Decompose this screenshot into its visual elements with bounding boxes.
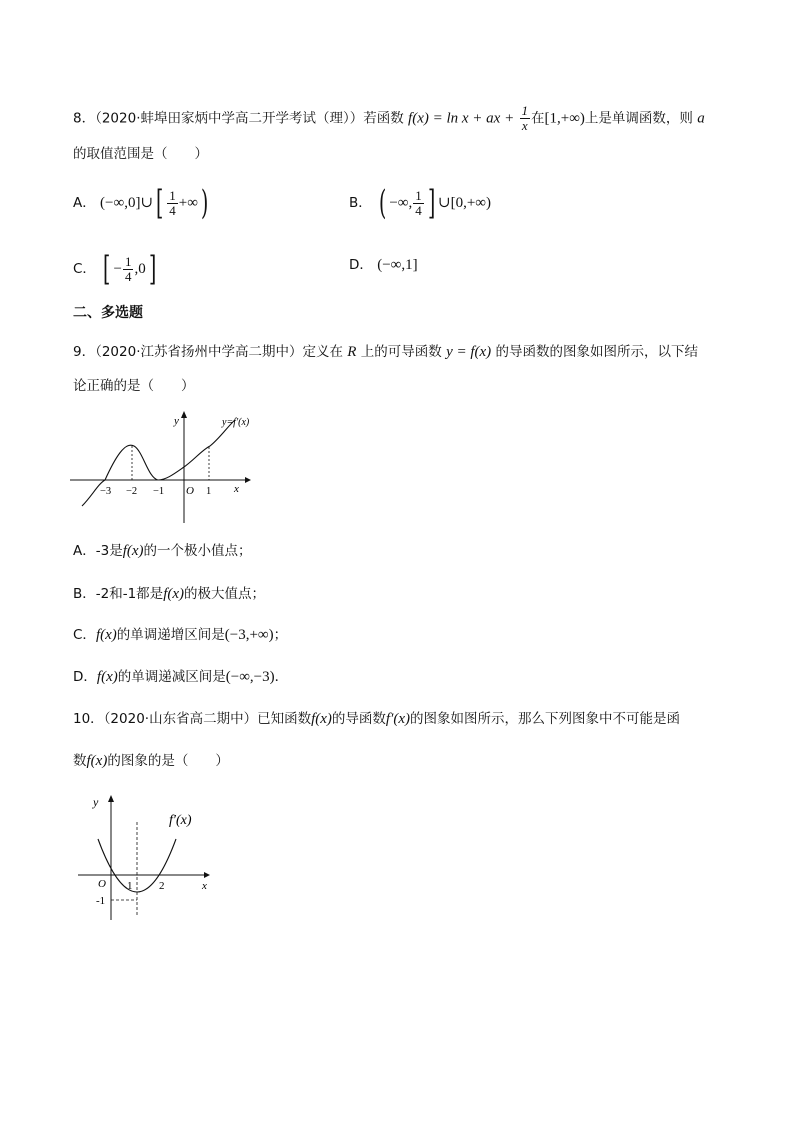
q8-line1: [73, 104, 705, 133]
q10-y-arrow: [108, 795, 114, 802]
q9-tick-minus2: −2: [126, 486, 138, 497]
q8-stem-b: 在: [531, 110, 545, 127]
q8-option-a[interactable]: A． (−∞,0]∪[ $\frac{1}{4}$ +∞): [73, 183, 209, 223]
q9-y-arrow: [181, 411, 187, 418]
q9-func-label: y=f′(x): [222, 417, 250, 428]
q9-origin-label: O: [186, 485, 194, 497]
q8-option-c[interactable]: C． [ − $\frac{1}{4}$ ,0]: [73, 249, 156, 289]
q8-var-a: a: [697, 110, 705, 127]
q9-option-c[interactable]: C．f(x)的单调递增区间是(−3,+∞)；: [73, 627, 288, 643]
q9-option-a[interactable]: A．-3是f(x)的一个极小值点；: [73, 543, 252, 559]
q9-source: （2020·江苏省扬州中学高二期中）: [95, 344, 303, 360]
q8-fraction: $\frac{1}{x}$: [521, 103, 529, 133]
q10-origin-label: O: [98, 878, 106, 890]
q10-x-arrow: [204, 872, 210, 878]
q10-derivative-graph: [76, 792, 221, 922]
q10-line2: 数f(x)的图象的是（ ）: [73, 753, 229, 769]
q8-option-d[interactable]: D． (−∞,1]: [349, 257, 418, 273]
q8-option-b[interactable]: B． ( −∞, $\frac{1}{4}$ ] ∪[0,+∞): [349, 183, 491, 223]
q9-x-arrow: [245, 477, 251, 483]
q9-x-label: x: [234, 483, 239, 495]
q8-function: f(x) = ln x + ax +: [408, 110, 515, 127]
q10-source: （2020·山东省高二期中）: [103, 711, 258, 727]
q10-line1: 10．（2020·山东省高二期中）已知函数f(x)的导函数f′(x)的图象如图所示，那么下列图象中不可能是函: [73, 711, 681, 727]
q10-tick-1: 1: [127, 880, 133, 892]
q9-tick-minus1: −1: [153, 486, 165, 497]
q9-option-d[interactable]: D．f(x)的单调递减区间是(−∞,−3)．: [73, 669, 289, 685]
q8-line2: 的取值范围是（ ）: [73, 146, 208, 162]
q8-stem-c: 上是单调函数，则: [584, 110, 693, 127]
q10-tick-minus1: -1: [96, 895, 106, 907]
section-title: 二、多选题: [73, 305, 143, 321]
q9-derivative-graph: [70, 408, 270, 528]
q10-tick-2: 2: [159, 880, 165, 892]
q10-x-label: x: [202, 880, 207, 892]
q9-y-label: y: [174, 415, 179, 427]
q9-tick-1: 1: [206, 486, 212, 497]
q8-number: 8．: [73, 110, 96, 127]
q9-line2: 论正确的是（ ）: [73, 378, 195, 394]
q9-var-r: R: [347, 344, 357, 360]
q10-y-label: y: [93, 795, 99, 809]
q9-option-b[interactable]: B．-2和-1都是f(x)的极大值点；: [73, 586, 266, 602]
q8-source: （2020·蚌埠田家炳中学高二开学考试（理））: [95, 110, 364, 127]
q8-interval: [1,+∞): [544, 110, 585, 127]
q9-tick-minus3: −3: [100, 486, 112, 497]
q10-func-label: f′(x): [169, 813, 192, 828]
q9-function: y = f(x): [446, 344, 492, 360]
q8-stem-a: 若函数: [363, 110, 404, 127]
q9-line1: 9．（2020·江苏省扬州中学高二期中）定义在 R 上的可导函数 y = f(x) 的导函数的图象如图所示，以下结: [73, 344, 698, 360]
